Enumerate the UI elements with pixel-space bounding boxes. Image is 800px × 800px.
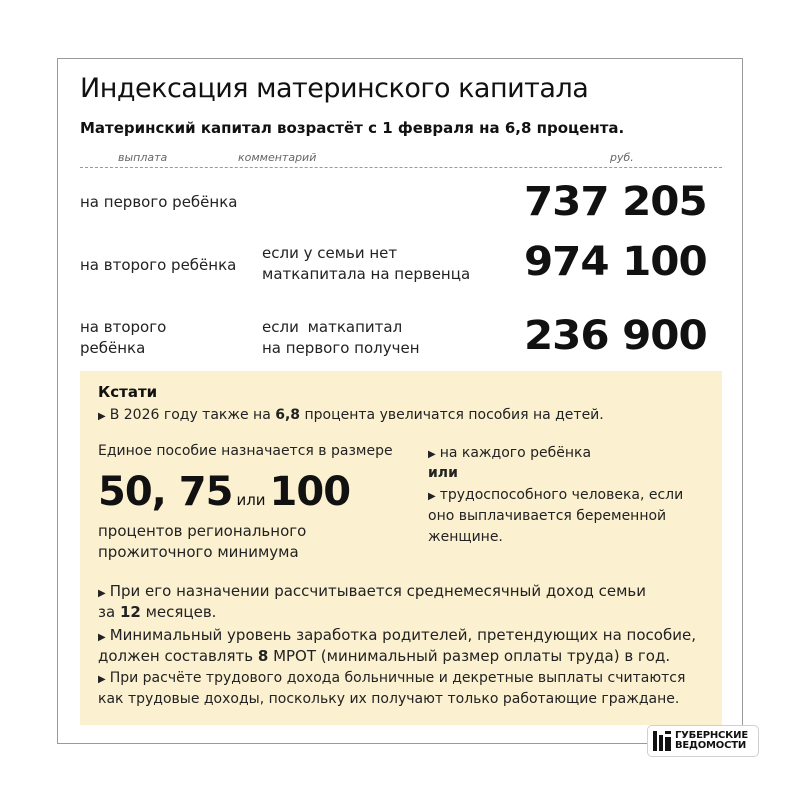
kstati-title: Кстати bbox=[98, 383, 158, 401]
bullet-2-value: 8 bbox=[257, 647, 269, 665]
row-2-amount: 974 100 bbox=[524, 239, 707, 285]
single-allowance-text: Единое пособие назначается в размере bbox=[98, 443, 393, 459]
bullet-1-line2-end: месяцев. bbox=[140, 603, 217, 621]
right-or: или bbox=[428, 465, 458, 481]
right-item-2-line1 bbox=[428, 485, 683, 507]
bullet-triangle-icon: ▶ bbox=[98, 411, 106, 422]
logo-line-1: ГУБЕРНСКИЕ bbox=[675, 730, 748, 741]
subtitle bbox=[80, 119, 624, 137]
row-3-comment-line2: на первого получен bbox=[262, 339, 420, 357]
column-header-payment: выплата bbox=[118, 151, 168, 164]
row-2-label: на второго ребёнка bbox=[80, 256, 237, 274]
row-2-comment-line1: если у семьи нет bbox=[262, 244, 398, 262]
bullet-3-line2: как трудовые доходы, поскольку их получают только работающие граждане. bbox=[98, 691, 680, 707]
bullet-3-line1 bbox=[98, 668, 685, 690]
kstati-line-1-text: В 2026 году также на bbox=[109, 407, 276, 423]
row-2-comment-line2: маткапитала на первенца bbox=[262, 265, 471, 283]
kstati-line-1 bbox=[98, 405, 604, 427]
bullet-1-value: 12 bbox=[119, 603, 141, 621]
right-item-2-line2: оно выплачивается беременной bbox=[428, 508, 667, 524]
bullet-triangle-icon: ▶ bbox=[98, 674, 106, 685]
column-header-currency: руб. bbox=[610, 151, 634, 164]
publisher-logo bbox=[647, 725, 759, 757]
header-divider bbox=[80, 167, 722, 168]
bullet-triangle-icon: ▶ bbox=[98, 588, 106, 599]
kstati-line-1-text-end: процента увеличатся пособия на детей. bbox=[300, 407, 604, 423]
bullet-2-text: Минимальный уровень заработка родителей, претендующих на пособие, bbox=[109, 626, 696, 644]
logo-mark-icon bbox=[653, 731, 671, 751]
allowance-percentages bbox=[98, 469, 350, 515]
bullet-triangle-icon: ▶ bbox=[428, 449, 436, 460]
row-1-label: на первого ребёнка bbox=[80, 193, 238, 211]
bullet-1-line2 bbox=[98, 602, 216, 622]
page-title: Индексация материнского капитала bbox=[80, 73, 589, 104]
subtitle-value: 6,8 bbox=[504, 119, 532, 137]
row-3-comment-line1: если маткапитал bbox=[262, 318, 403, 336]
bullet-2-line2-end: МРОТ (минимальный размер оплаты труда) в год. bbox=[268, 647, 671, 665]
percent-desc-line2: прожиточного минимума bbox=[98, 543, 299, 561]
bullet-2-line1 bbox=[98, 625, 696, 648]
percent-desc-line1: процентов регионального bbox=[98, 522, 307, 540]
row-1-amount: 737 205 bbox=[524, 179, 707, 225]
subtitle-text: Материнский капитал возрастёт с 1 февраля на bbox=[80, 119, 505, 137]
kstati-box bbox=[80, 371, 722, 725]
infographic-frame bbox=[57, 58, 743, 744]
or-text: или bbox=[236, 491, 266, 509]
percent-values: 50, 75 bbox=[98, 469, 233, 515]
bullet-triangle-icon: ▶ bbox=[98, 632, 106, 643]
bullet-3-text: При расчёте трудового дохода больничные и декретные выплаты считаются bbox=[109, 670, 686, 686]
right-item-1-text: на каждого ребёнка bbox=[439, 445, 592, 461]
bullet-2-line2 bbox=[98, 646, 670, 666]
bullet-1-text: При его назначении рассчитывается среднемесячный доход семьи bbox=[109, 582, 647, 600]
kstati-line-1-value: 6,8 bbox=[275, 407, 301, 423]
logo-text bbox=[675, 731, 748, 751]
bullet-2-line2-text: должен составлять bbox=[98, 647, 258, 665]
right-item-2-line3: женщине. bbox=[428, 529, 503, 545]
right-item-2-text: трудоспособного человека, если bbox=[439, 487, 684, 503]
bullet-triangle-icon: ▶ bbox=[428, 491, 436, 502]
bullet-1-line2-text: за bbox=[98, 603, 120, 621]
right-item-1 bbox=[428, 443, 591, 465]
row-3-amount: 236 900 bbox=[524, 313, 707, 359]
row-3-label-line1: на второго bbox=[80, 318, 167, 336]
bullet-1-line1 bbox=[98, 581, 646, 604]
logo-line-2: ВЕДОМОСТИ bbox=[675, 740, 747, 751]
column-header-comment: комментарий bbox=[238, 151, 317, 164]
subtitle-text-end: процента. bbox=[531, 119, 625, 137]
percent-value-100: 100 bbox=[269, 469, 351, 515]
row-3-label-line2: ребёнка bbox=[80, 339, 146, 357]
